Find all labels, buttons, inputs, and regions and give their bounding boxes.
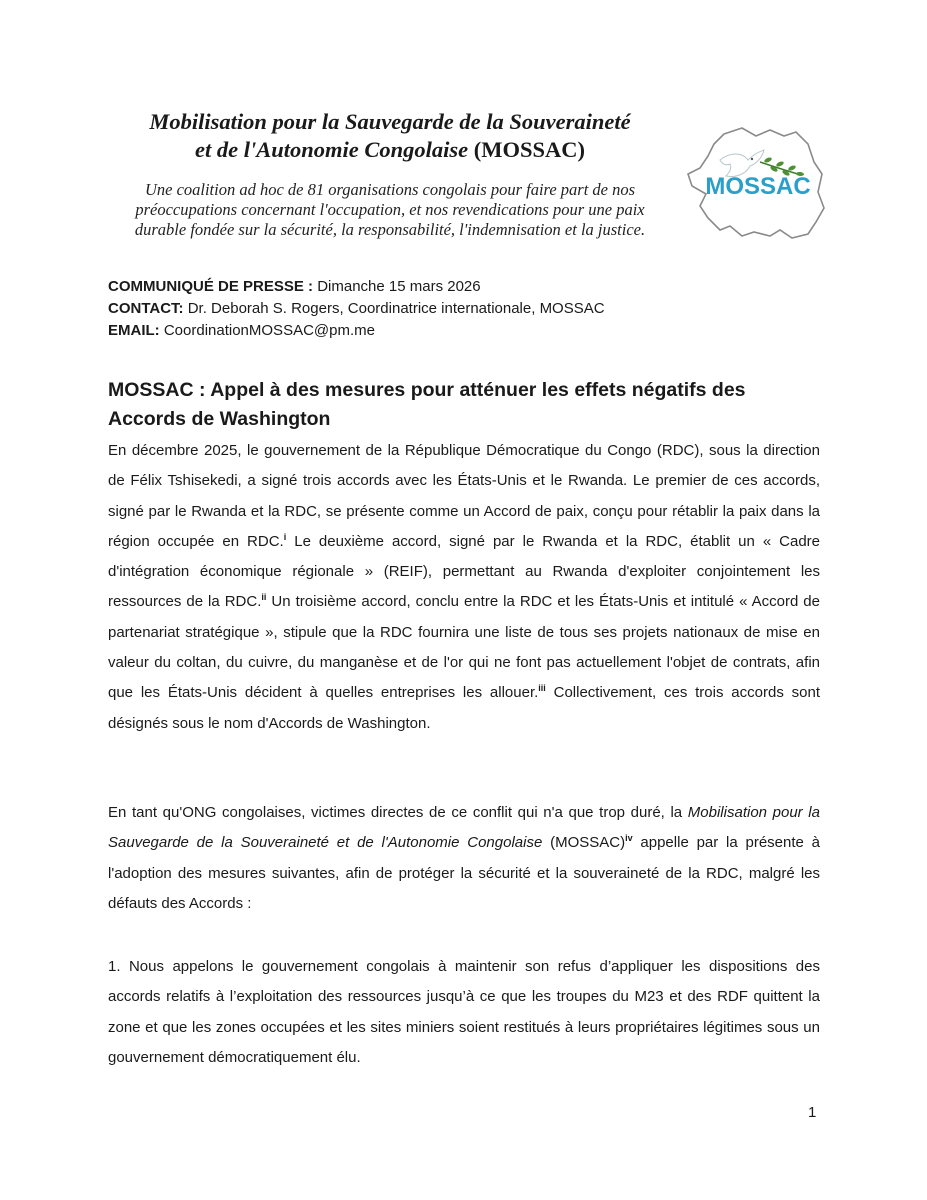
title-acronym: (MOSSAC) [468,137,586,162]
press-release-heading: MOSSAC : Appel à des mesures pour atténuer les effets négatifs des Accords de Washington [108,379,746,430]
communique-line [108,276,605,298]
press-info [108,276,605,342]
communique-date: Dimanche 15 mars 2026 [313,278,481,295]
email-label: EMAIL: [108,322,160,339]
para1-text-3: Un troisième accord, conclu entre la RDC et les États-Unis et intitulé « Accord de partenariat stratégique », stipule que la RDC fournira une liste de tous ses projets nationaux de mise en valeur du coltan, du cuivre, du manganèse et de l'or qui ne font pas actuellement l'objet de contrats, afin que les États-Unis décident à quelles entreprises les allouer. [108,593,820,702]
contact-line [108,298,605,320]
email-line [108,320,605,342]
coalition-tagline: Une coalition ad hoc de 81 organisations congolais pour faire part de nos préoccupations concernant l'occupation, et nos revendications pour une paix durable fondée sur la sécurité, la responsabilité, l'indemnisation et la justice. [134,180,646,239]
logo-text: MOSSAC [705,173,811,200]
footnote-ref-iv[interactable]: iv [625,833,633,844]
para2-organization-name: Mobilisation pour la Sauvegarde de la Souveraineté et de l'Autonomie Congolaise [108,804,820,852]
body-paragraph-2 [108,798,820,919]
contact-label: CONTACT: [108,300,184,317]
para2-text-2: (MOSSAC) [542,834,626,852]
para2-text-1: En tant qu'ONG congolaises, victimes directes de ce conflit qui n'a que trop duré, la [108,804,688,821]
title-line-1: Mobilisation pour la Sauvegarde de la Souveraineté [149,109,631,134]
body-paragraph-1 [108,436,820,739]
footnote-ref-ii[interactable]: ii [261,592,267,603]
para1-text-4: Collectivement, ces trois accords sont désignés sous le nom d'Accords de Washington. [108,684,820,732]
mossac-logo [684,122,830,246]
para1-text-2: Le deuxième accord, signé par le Rwanda et la RDC, établit un « Cadre d'intégration économique régionale » (REIF), permettant au Rwanda d'exploiter conjointement les ressources de la RDC. [108,532,821,611]
page-number: 1 [808,1104,817,1121]
footnote-ref-i[interactable]: i [283,531,287,542]
title-line-2-italic: et de l'Autonomie Congolaise [194,137,469,162]
para1-text-1: En décembre 2025, le gouvernement de la République Démocratique du Congo (RDC), sous la direction de Félix Tshisekedi, a signé trois accords avec les États-Unis et le Rwanda. Le premier de ces accords, signé par le Rwanda et la RDC, se présente comme un Accord de paix, conçu pour rétablir la paix dans la région occupée en RDC. [108,442,820,550]
para2-text-3: appelle par la présente à l'adoption des mesures suivantes, afin de protéger la sécurité et la souveraineté de la RDC, malgré les défauts des Accords : [108,834,820,912]
title-line-2 [110,136,670,164]
demand-item-1: 1. Nous appelons le gouvernement congolais à maintenir son refus d’appliquer les dispositions des accords relatifs à l’exploitation des ressources jusqu’à ce que les troupes du M23 et des RDF quittent la zone et que les zones occupées et les sites miniers soient restitués à leurs propriétaires légitimes sous un gouvernement démocratiquement élu. [108,958,820,1066]
email-value[interactable]: CoordinationMOSSAC@pm.me [159,322,375,339]
communique-label: COMMUNIQUÉ DE PRESSE : [108,278,314,295]
dove-with-olive-branch-over-drc-map-icon [684,122,830,246]
footnote-ref-iii[interactable]: iii [538,683,546,694]
organization-title [110,108,670,164]
contact-value: Dr. Deborah S. Rogers, Coordinatrice internationale, MOSSAC [183,300,605,317]
